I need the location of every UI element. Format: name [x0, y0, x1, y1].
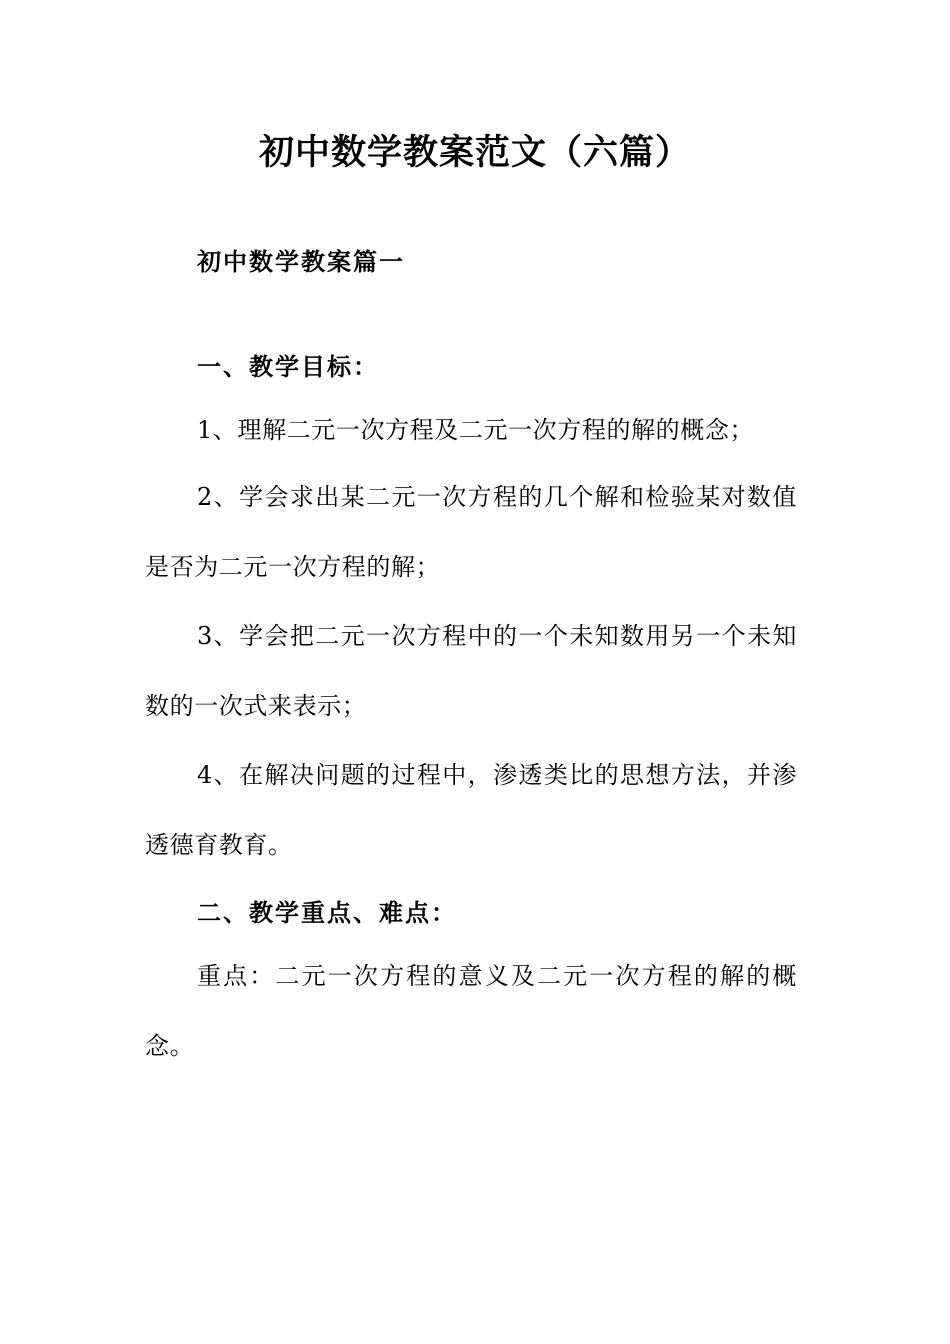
objective-paragraph-4: 4、在解决问题的过程中，渗透类比的思想方法，并渗透德育教育。: [145, 761, 797, 859]
keypoint-paragraph: 重点：二元一次方程的意义及二元一次方程的解的概念。: [145, 962, 797, 1060]
objective-paragraph-1: 1、理解二元一次方程及二元一次方程的解的概念；: [197, 416, 755, 444]
objectives-heading: 一、教学目标：: [197, 353, 379, 381]
section-heading: 初中数学教案篇一: [197, 248, 405, 276]
objective-paragraph-2: 2、学会求出某二元一次方程的几个解和检验某对数值是否为二元一次方程的解；: [145, 483, 797, 581]
keypoints-heading: 二、教学重点、难点：: [197, 899, 457, 927]
document-title: 初中数学教案范文（六篇）: [258, 133, 691, 173]
objective-paragraph-3: 3、学会把二元一次方程中的一个未知数用另一个未知数的一次式来表示；: [145, 622, 797, 720]
